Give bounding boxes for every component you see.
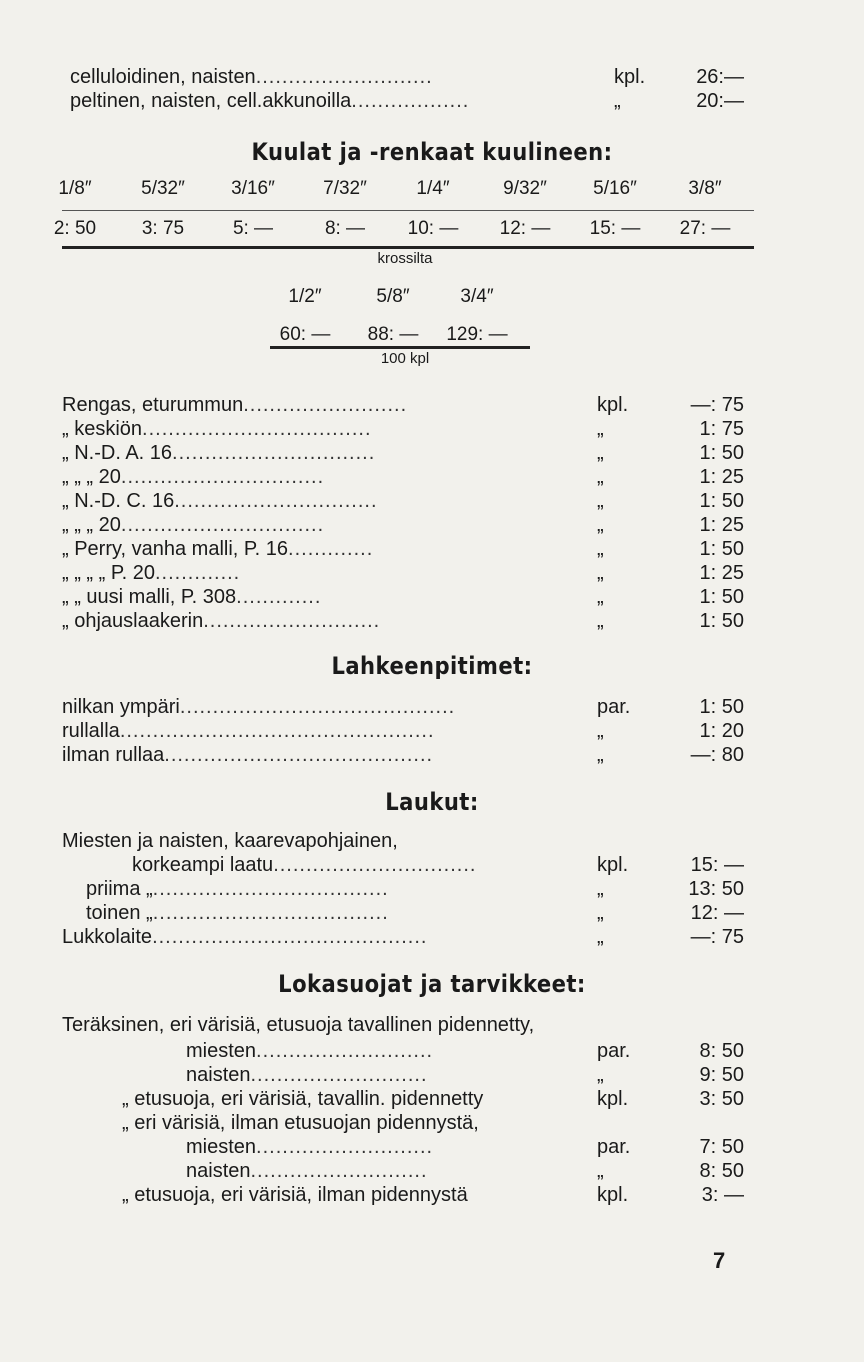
item-price: 1: 25 [699,562,744,584]
item-label: „ N.-D. C. 16............................... [62,490,378,512]
size-label: 5/8″ [376,286,410,307]
item-unit: „ [597,1064,604,1086]
price-row [62,694,744,720]
price-row [62,560,744,586]
item-label: celluloidinen, naisten........................... [70,66,433,88]
item-unit: „ [597,1160,604,1182]
intro-row [62,1012,744,1038]
size-price: 10: — [407,218,459,239]
section-heading-lahkeenpitimet: Lahkeenpitimet: [331,652,533,680]
item-price: 1: 50 [699,586,744,608]
item-label: ilman rullaa......................................... [62,744,434,766]
price-row [62,742,744,768]
item-unit: „ [614,90,621,112]
item-label: peltinen, naisten, cell.akkunoilla.................. [70,90,470,112]
price-row [62,608,744,634]
item-price: 15: — [690,854,744,876]
price-row [62,1110,744,1136]
item-label: toinen „.................................... [86,902,389,924]
price-row [62,584,744,610]
intro-row [62,828,744,854]
item-unit: kpl. [597,1184,629,1206]
item-unit: „ [597,418,604,440]
item-unit: „ [597,538,604,560]
size-price: 3: 75 [141,218,185,239]
size-label: 7/32″ [323,178,367,199]
item-unit: kpl. [597,394,629,416]
size-label: 3/16″ [231,178,275,199]
item-price: 1: 25 [699,466,744,488]
size-price: 60: — [279,324,331,345]
size-label: 5/16″ [593,178,637,199]
price-row [62,440,744,466]
item-unit: „ [597,562,604,584]
item-label: „ „ uusi malli, P. 308............. [62,586,322,608]
item-unit: „ [597,878,604,900]
size-label: 3/8″ [688,178,722,199]
price-row [62,464,744,490]
item-unit: „ [597,902,604,924]
item-label: „ etusuoja, eri värisiä, ilman pidennystä [122,1184,468,1206]
item-label: „ Perry, vanha malli, P. 16............. [62,538,374,560]
item-label: korkeampi laatu............................... [132,854,477,876]
size-row-2 [270,286,530,312]
price-row [62,512,744,538]
item-price: 1: 50 [699,442,744,464]
item-label: miesten........................... [186,1136,434,1158]
price-row [62,924,744,950]
section-heading-lokasuojat: Lokasuojat ja tarvikkeet: [278,970,586,998]
item-label: rullalla................................................ [62,720,435,742]
item-label: priima „.................................... [86,878,389,900]
item-price: 1: 20 [699,720,744,742]
item-label: „ „ „ 20............................... [62,514,325,536]
item-price: 1: 50 [699,538,744,560]
price-row [62,900,744,926]
size-price: 8: — [324,218,366,239]
item-price: 3: 50 [699,1088,744,1110]
item-price: —: 75 [690,926,744,948]
size-label: 1/8″ [58,178,92,199]
item-label: Lukkolaite.......................................... [62,926,428,948]
item-price: 1: 25 [699,514,744,536]
per-label: 100 kpl [380,350,430,367]
section-heading-laukut: Laukut: [385,788,479,816]
intro-text: Miesten ja naisten, kaarevapohjainen, [62,830,398,852]
item-label: „ eri värisiä, ilman etusuojan pidennystä, [122,1112,479,1134]
size-label: 1/4″ [416,178,450,199]
item-price: 1: 50 [699,490,744,512]
price-row [62,416,744,442]
size-label: 5/32″ [141,178,185,199]
item-unit: „ [597,926,604,948]
item-label: nilkan ympäri.......................................... [62,696,456,718]
divider [62,210,754,211]
price-row [62,392,744,418]
item-label: naisten........................... [186,1064,428,1086]
price-row [62,1182,744,1208]
item-unit: kpl. [597,1088,629,1110]
item-label: „ N.-D. A. 16............................... [62,442,376,464]
item-unit: „ [597,490,604,512]
item-label: „ „ „ „ P. 20............. [62,562,241,584]
price-row [62,1086,744,1112]
item-price: 1: 50 [699,696,744,718]
price-row [62,536,744,562]
section-heading-kuulat: Kuulat ja -renkaat kuulineen: [251,138,613,166]
size-price: 15: — [589,218,641,239]
item-unit: „ [597,514,604,536]
item-unit: par. [597,696,631,718]
item-unit: „ [597,442,604,464]
size-label: 3/4″ [460,286,494,307]
size-label: 1/2″ [288,286,322,307]
price-row [62,718,744,744]
item-label: miesten........................... [186,1040,434,1062]
size-price: 5: — [232,218,274,239]
item-price: 8: 50 [699,1160,744,1182]
item-label: „ „ „ 20............................... [62,466,325,488]
item-unit: „ [597,610,604,632]
item-unit: „ [597,586,604,608]
price-row [62,1134,744,1160]
item-unit: kpl. [597,854,629,876]
item-price: —: 80 [690,744,744,766]
item-unit: par. [597,1040,631,1062]
krossilta-label: krossilta [377,250,433,267]
item-unit: kpl. [614,66,646,88]
item-unit: par. [597,1136,631,1158]
item-price: 7: 50 [699,1136,744,1158]
item-price: 12: — [690,902,744,924]
item-label: „ ohjauslaakerin........................... [62,610,381,632]
item-price: 8: 50 [699,1040,744,1062]
item-price: 1: 50 [699,610,744,632]
page-number: 7 [713,1248,726,1273]
item-unit: „ [597,466,604,488]
size-price: 27: — [679,218,731,239]
size-price-row [40,218,780,244]
size-price: 88: — [367,324,419,345]
brace-rule [62,246,754,249]
item-price: 20:— [696,90,744,112]
item-label: Rengas, eturummun......................... [62,394,408,416]
size-price: 129: — [446,324,508,345]
intro-text: Teräksinen, eri värisiä, etusuoja tavallinen pidennetty, [62,1014,535,1036]
item-price: 3: — [701,1184,744,1206]
item-price: 26:— [696,66,744,88]
item-price: 1: 75 [699,418,744,440]
size-price: 12: — [499,218,551,239]
size-row [40,178,780,204]
item-label: „ etusuoja, eri värisiä, tavallin. pidennetty [122,1088,484,1110]
size-label: 9/32″ [503,178,547,199]
price-row [62,1062,744,1088]
item-unit: „ [597,720,604,742]
price-row [70,88,744,114]
item-unit: „ [597,744,604,766]
price-row [62,1038,744,1064]
price-row [62,876,744,902]
item-price: —: 75 [690,394,744,416]
item-price: 9: 50 [699,1064,744,1086]
brace-rule [270,346,530,349]
item-label: naisten........................... [186,1160,428,1182]
price-row [62,852,744,878]
price-row [62,488,744,514]
item-price: 13: 50 [688,878,744,900]
size-price: 2: 50 [53,218,97,239]
price-row [70,64,744,90]
item-label: „ keskiön................................... [62,418,372,440]
price-row [62,1158,744,1184]
